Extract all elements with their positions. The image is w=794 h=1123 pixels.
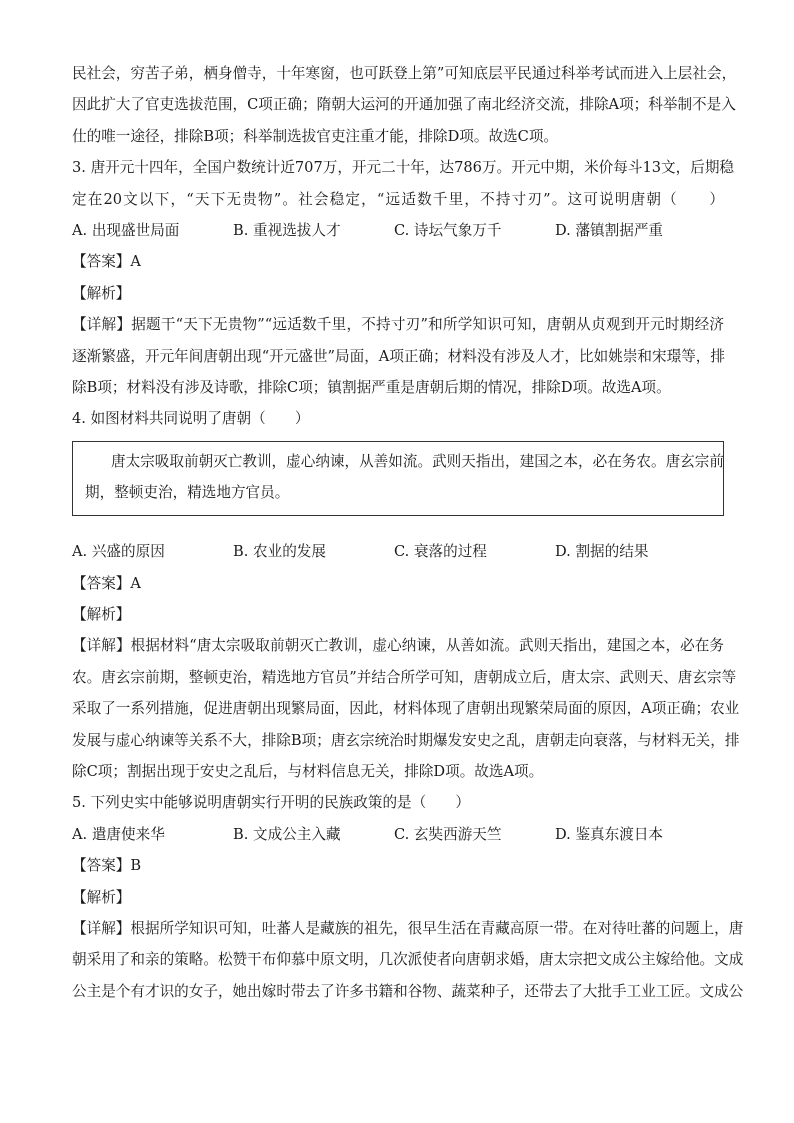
question-stem-line: 3. 唐开元十四年，全国户数统计近707万，开元二十年，达786万。开元中期，米价每斗13文，后期稳: [72, 159, 735, 177]
option-a: A. 遣唐使来华: [72, 825, 165, 843]
detail-line: 公主是个有才识的女子，她出嫁时带去了许多书籍和谷物、蔬菜种子，还带去了大批手工业工匠。文成公: [72, 982, 744, 1000]
material-line: 期，整顿吏治，精选地方官员。: [85, 484, 290, 502]
answer-label: 【答案】B: [72, 857, 142, 875]
material-line: 唐太宗吸取前朝灭亡教训，虚心纳谏，从善如流。武则天指出，建国之本，必在务农。唐玄宗前: [111, 452, 724, 470]
question-stem-line: 定在20文以下，“天下无贵物”。社会稳定，“远适数千里，不持寸刃”。这可说明唐朝（ ）: [72, 190, 724, 208]
detail-line: 除C项；割据出现于安史之乱后，与材料信息无关，排除D项。故选A项。: [72, 763, 544, 781]
answer-label: 【答案】A: [72, 253, 141, 271]
question-3: [72, 152, 735, 403]
option-b: B. 文成公主入藏: [233, 825, 341, 843]
question-stem-line: 4. 如图材料共同说明了唐朝（ ）: [72, 410, 310, 428]
material-box: [72, 441, 724, 517]
analysis-label: 【解析】: [72, 606, 131, 624]
detail-line: 发展与虚心纳谏等关系不大，排除B项；唐玄宗统治时期爆发安史之乱，唐朝走向衰落，与材料无关，排: [72, 731, 740, 749]
paragraph-line: 民社会，穷苦子弟，栖身僧寺，十年寒窗，也可跃登上第”可知底层平民通过科举考试而进入上层社会，: [72, 65, 737, 82]
option-c: C. 诗坛气象万千: [394, 221, 502, 239]
option-b: B. 农业的发展: [233, 543, 326, 561]
paragraph-line: 因此扩大了官吏选拔范围，C项正确；隋朝大运河的开通加强了南北经济交流，排除A项；科举制不是入: [72, 96, 736, 114]
question-4: [72, 403, 740, 787]
option-c: C. 衰落的过程: [394, 543, 487, 561]
detail-line: 农。唐玄宗前期，整顿吏治，精选地方官员”并结合所学可知，唐朝成立后，唐太宗、武则天、唐玄宗等: [72, 668, 737, 686]
option-d: D. 鉴真东渡日本: [555, 825, 664, 843]
detail-line: 朝采用了和亲的策略。松赞干布仰慕中原文明，几次派使者向唐朝求婚，唐太宗把文成公主嫁给他。文成: [72, 951, 744, 969]
options-row: [72, 819, 724, 850]
option-d: D. 割据的结果: [555, 543, 649, 561]
question-stem-line: 5. 下列史实中能够说明唐朝实行开明的民族政策的是（ ）: [72, 794, 471, 812]
detail-line: 【详解】据题干“天下无贵物”“远适数千里，不持寸刃”和所学知识可知，唐朝从贞观到开元时期经济: [72, 316, 724, 334]
options-row: [72, 536, 724, 567]
option-a: A. 出现盛世局面: [72, 221, 180, 239]
detail-line: 采取了一系列措施，促进唐朝出现繁局面，因此，材料体现了唐朝出现繁荣局面的原因，A项正确；农业: [72, 700, 740, 718]
question-5: [72, 787, 744, 1007]
option-a: A. 兴盛的原因: [72, 543, 165, 561]
detail-line: 【详解】根据材料“唐太宗吸取前朝灭亡教训，虚心纳谏，从善如流。武则天指出，建国之本，必在务: [72, 637, 724, 655]
detail-line: 逐渐繁盛，开元年间唐朝出现“开元盛世”局面，A项正确；材料没有涉及人才，比如姚崇和宋璟等，排: [72, 347, 725, 365]
detail-line: 【详解】根据所学知识可知，吐蕃人是藏族的祖先，很早生活在青藏高原一带。在对待吐蕃的问题上，唐: [72, 919, 744, 937]
option-d: D. 藩镇割据严重: [555, 221, 664, 239]
options-row: [72, 215, 724, 246]
analysis-label: 【解析】: [72, 284, 131, 302]
answer-label: 【答案】A: [72, 574, 141, 592]
q2-explanation-tail: [72, 58, 737, 152]
analysis-label: 【解析】: [72, 888, 131, 906]
option-b: B. 重视选拔人才: [233, 221, 341, 239]
detail-line: 除B项；材料没有涉及诗歌，排除C项；镇割据严重是唐朝后期的情况，排除D项。故选A项。: [72, 378, 671, 396]
document-page: [72, 58, 744, 1007]
option-c: C. 玄奘西游天竺: [394, 825, 502, 843]
paragraph-line: 仕的唯一途径，排除B项；科举制选拔官吏注重才能，排除D项。故选C项。: [72, 127, 559, 145]
